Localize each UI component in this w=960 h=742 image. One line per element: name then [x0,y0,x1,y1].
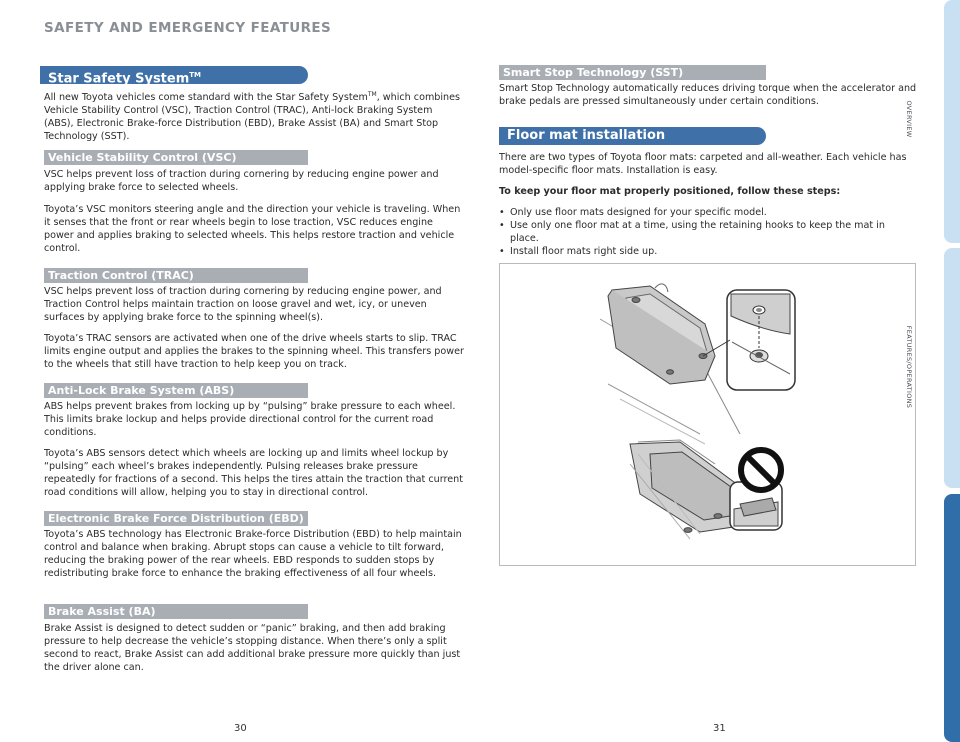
abs-p1: ABS helps prevent brakes from locking up by “pulsing” brake pressure to each wheel. This limits brake lockup and helps provide directional control for the current road conditions. [44,401,456,438]
abs-p2: Toyota’s ABS sensors detect which wheels are locking up and limits wheel lockup by “pulsing” each wheel’s brakes independently. Pulsing releases brake pressure repeatedly for fractions of a second. This helps the tires attain the traction that current road conditions will allow, helping you to stay in directional control. [44,448,463,498]
page-header: SAFETY AND EMERGENCY FEATURES [44,20,332,36]
floor-mat-p1: There are two types of Toyota floor mats: carpeted and all-weather. Each vehicle has model-specific floor mats. Installation is easy. [499,152,907,176]
intro-tm: TM [367,91,377,98]
ba-banner: Brake Assist (BA) [44,604,308,619]
star-safety-intro [44,88,464,143]
tab-overview[interactable] [905,0,960,243]
floor-mat-steps-heading: To keep your floor mat properly positioned, follow these steps: [499,186,841,197]
ebd-p1: Toyota’s ABS technology has Electronic Brake-force Distribution (EBD) to help maintain control and balance when braking. Abrupt stops can cause a vehicle to tilt forward, reducing the braking power of the rear wheels. EBD responds to sudden stops by redistributing brake force to enhance the braking effectiveness of all four wheels. [44,529,462,579]
vsc-p1: VSC helps prevent loss of traction during cornering by reducing engine power and applying brake force to selected wheels. [44,169,439,193]
tab-overview-label: OVERVIEW [905,100,913,138]
tab-features-operations-label: FEATURES/OPERATIONS [905,325,913,409]
trac-p2: Toyota’s TRAC sensors are activated when one of the drive wheels starts to slip. TRAC limits engine output and applies the brakes to the spinning wheel. This transfers power to the wheels that still have traction to help keep you on track. [44,333,464,370]
list-item: • Install floor mats right side up. [499,245,909,258]
list-item: • Use only one floor mat at a time, using the retaining hooks to keep the mat in place. [499,219,909,245]
floor-mat-steps-list [499,206,909,258]
tab-safety-emergency[interactable] [905,494,960,742]
vsc-p2: Toyota’s VSC monitors steering angle and the direction your vehicle is traveling. When it senses that the front or rear wheels begin to lose traction, VSC reduces engine power and applies braking to selected wheels. This helps restore traction and vehicle control. [44,204,461,254]
tab-features-operations[interactable] [905,248,960,488]
ebd-banner: Electronic Brake Force Distribution (EBD) [44,511,308,526]
tab-safety-emergency-label: SAFETY AND EMERGENCY FEATURES [905,552,913,680]
correct-mat-illustration [600,284,740,444]
sst-banner: Smart Stop Technology (SST) [499,65,766,80]
star-safety-title: Star Safety System [48,71,190,87]
page-number-right: 31 [713,723,726,734]
abs-banner: Anti-Lock Brake System (ABS) [44,383,308,398]
intro-text-b: , which combines Vehicle Stability Control (VSC), Traction Control (TRAC), Anti-lock Braking System (ABS), Electronic Brake-force Distribution (EBD), Brake Assist (BA) and Smart Stop Technology (SST). [44,92,461,143]
floor-mat-banner: Floor mat installation [499,127,766,145]
trac-banner: Traction Control (TRAC) [44,268,308,283]
hook-detail-inset [727,290,795,390]
ba-p1: Brake Assist is designed to detect sudden or “panic” braking, and then add braking pressure to help decrease the vehicle’s stopping distance. When there’s only a split second to react, Brake Assist can add additional brake pressure more quickly than just the driver alone can. [44,623,461,673]
section-tabs [905,0,960,742]
floor-mat-illustration [499,263,916,566]
vsc-banner: Vehicle Stability Control (VSC) [44,150,308,165]
sst-p1: Smart Stop Technology automatically reduces driving torque when the accelerator and brake pedals are pressed simultaneously under certain conditions. [499,83,917,107]
trac-p1: VSC helps prevent loss of traction during cornering by reducing engine power, and Traction Control helps maintain traction on loose gravel and wet, icy, or uneven surfaces by applying brake force to the spinning wheel(s). [44,286,442,323]
prohibited-icon [741,450,781,490]
list-item: • Only use floor mats designed for your specific model. [499,206,909,219]
intro-text-a: All new Toyota vehicles come standard with the Star Safety System [44,92,368,104]
star-safety-tm: TM [189,71,202,79]
page-number-left: 30 [234,723,247,734]
star-safety-banner [40,66,308,87]
floor-mat-diagram [500,264,915,565]
